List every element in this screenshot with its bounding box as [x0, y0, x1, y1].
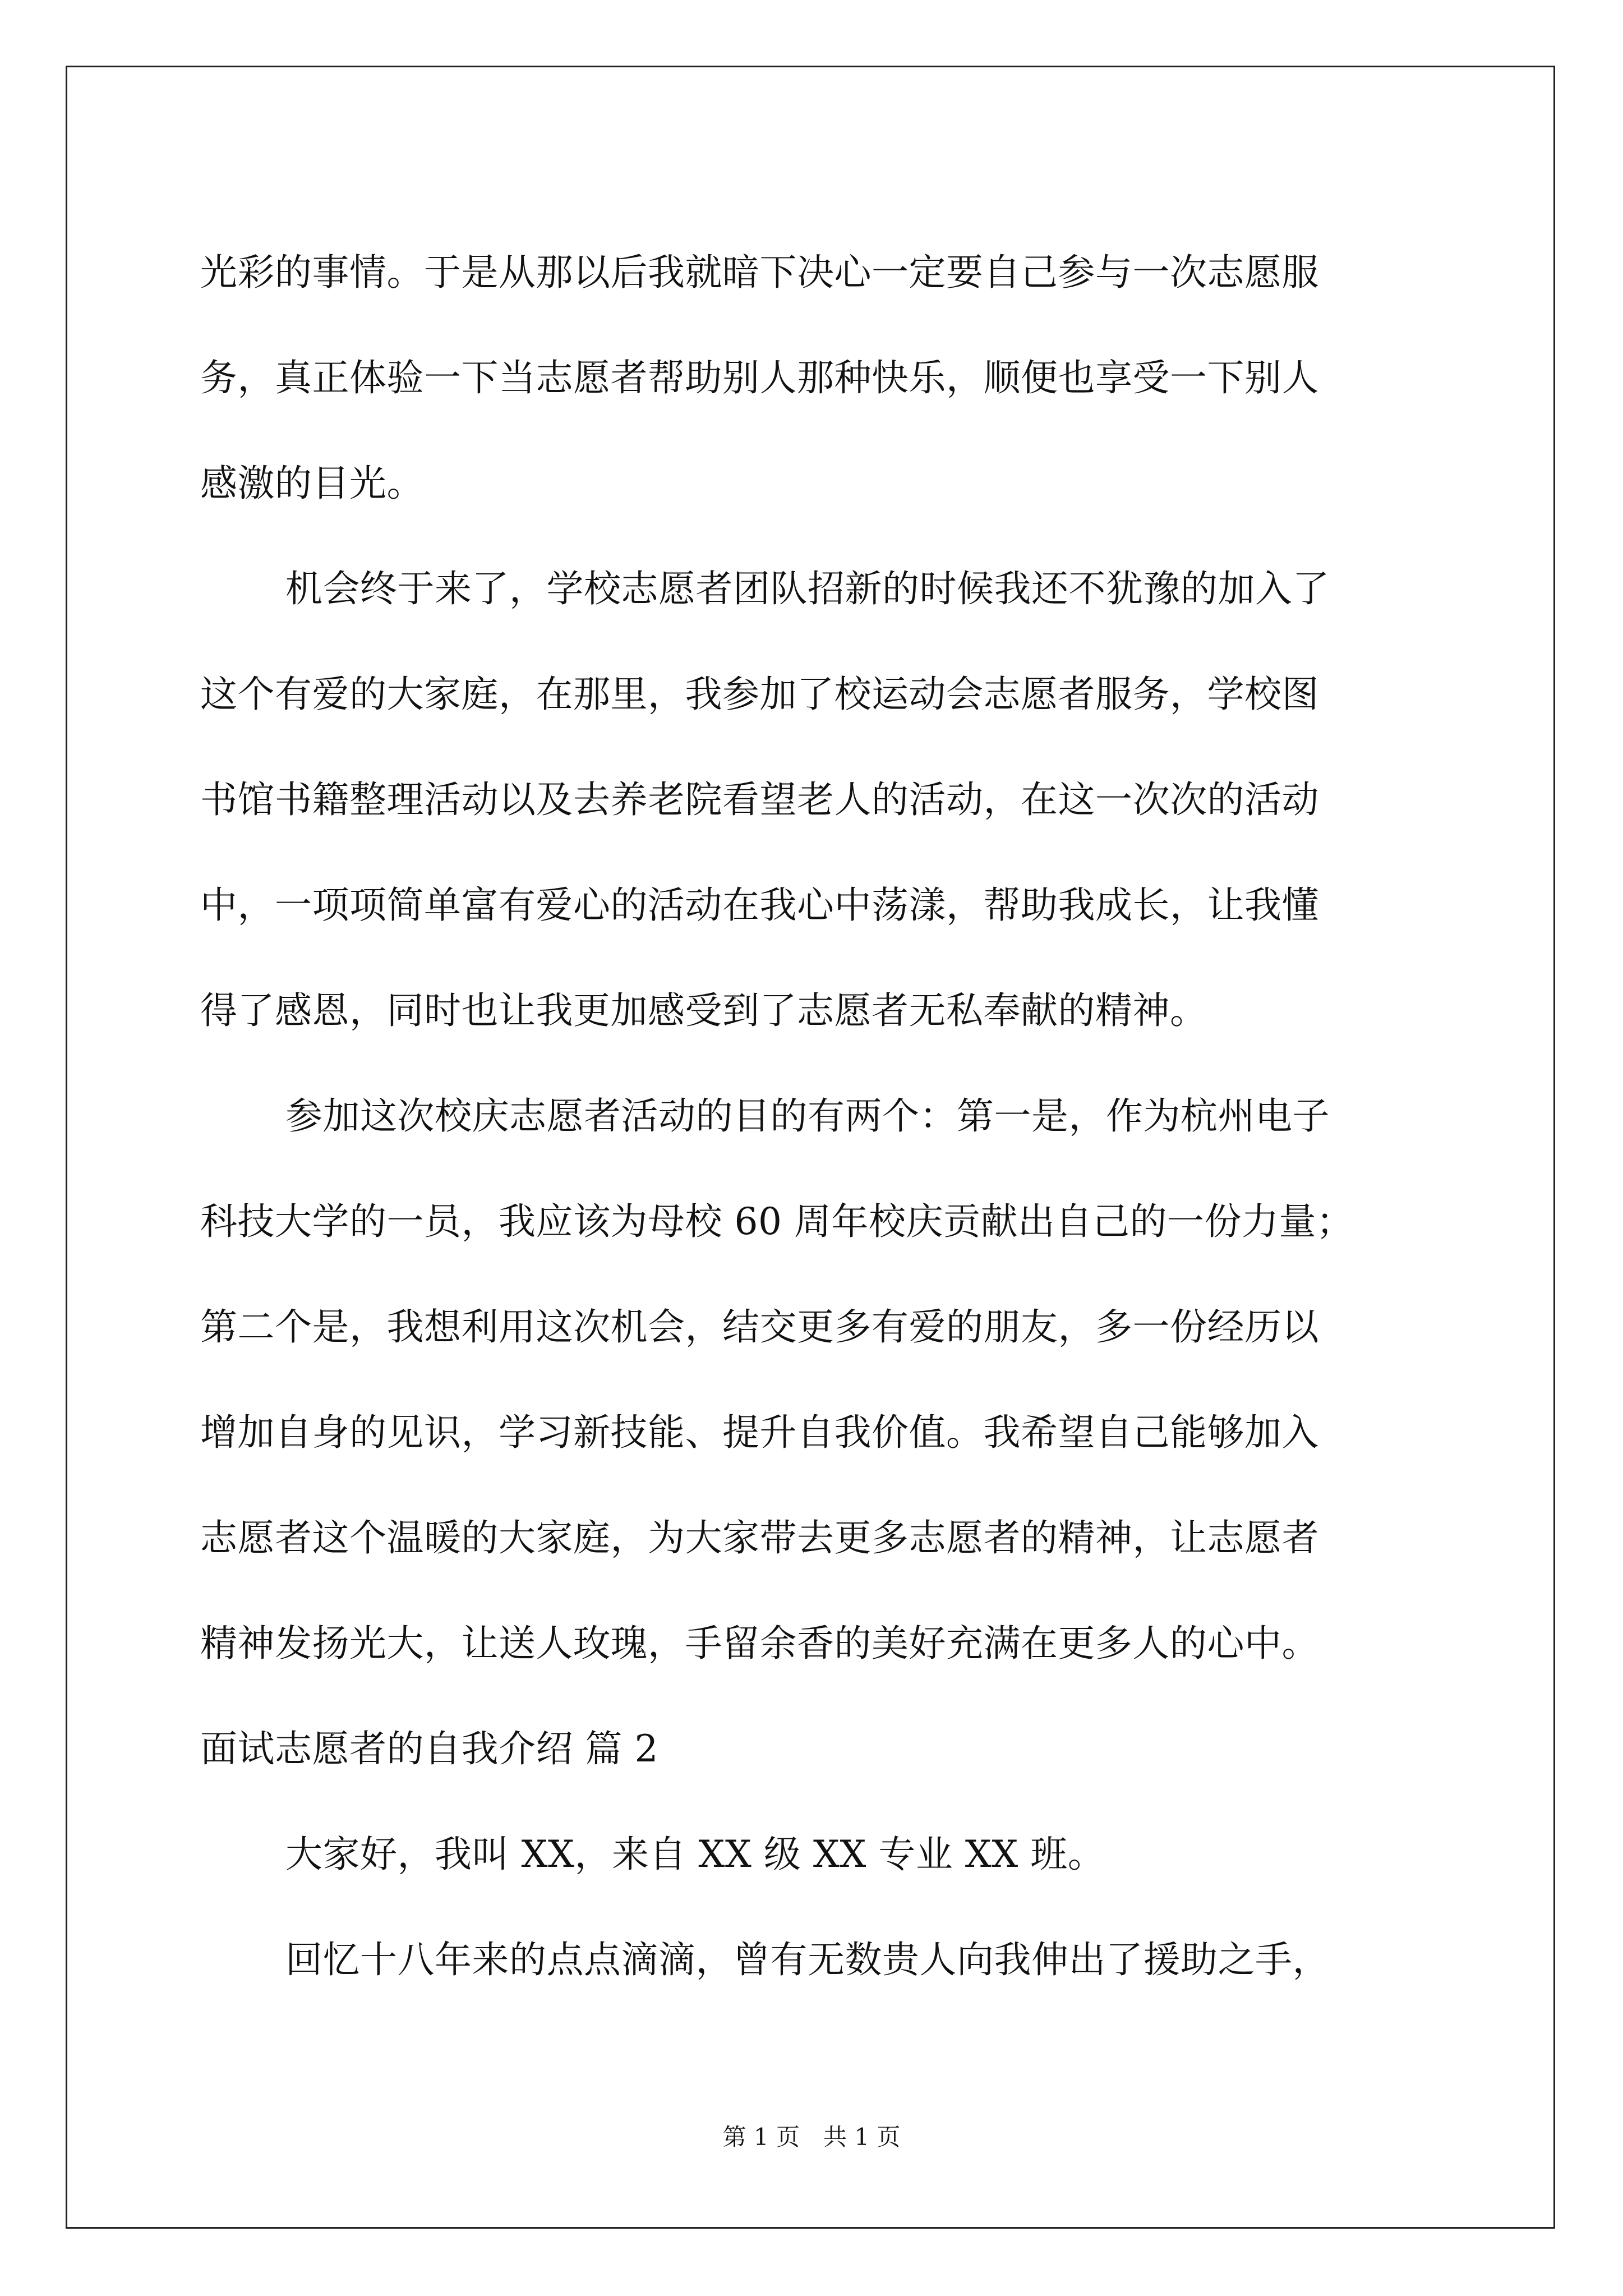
paragraph-start-line: 机会终于来了，学校志愿者团队招新的时候我还不犹豫的加入了	[285, 567, 1330, 610]
paragraph-start-line: 回忆十八年来的点点滴滴，曾有无数贵人向我伸出了援助之手，	[285, 1938, 1330, 1981]
text-line: 书馆书籍整理活动以及去养老院看望老人的活动，在这一次次的活动	[200, 778, 1319, 821]
paragraph-start-line: 参加这次校庆志愿者活动的目的有两个：第一是，作为杭州电子	[285, 1094, 1330, 1138]
section-heading: 面试志愿者的自我介绍 篇 2	[200, 1727, 658, 1770]
text-line: 科技大学的一员，我应该为母校 60 周年校庆贡献出自己的一份力量；	[200, 1200, 1354, 1243]
text-line: 增加自身的见识，学习新技能、提升自我价值。我希望自己能够加入	[200, 1411, 1319, 1454]
text-line: 感激的目光。	[200, 462, 424, 505]
text-line: 得了感恩，同时也让我更加感受到了志愿者无私奉献的精神。	[200, 989, 1207, 1032]
text-line: 志愿者这个温暖的大家庭，为大家带去更多志愿者的精神，让志愿者	[200, 1516, 1319, 1559]
text-line: 精神发扬光大，让送人玫瑰，手留余香的美好充满在更多人的心中。	[200, 1622, 1319, 1665]
text-line: 务，真正体验一下当志愿者帮助别人那种快乐，顺便也享受一下别人	[200, 356, 1319, 399]
text-line: 这个有爱的大家庭，在那里，我参加了校运动会志愿者服务，学校图	[200, 673, 1319, 716]
text-line: 光彩的事情。于是从那以后我就暗下决心一定要自己参与一次志愿服	[200, 251, 1319, 294]
document-body	[200, 220, 1434, 2013]
page-footer: 第 1 页 共 1 页	[722, 2123, 901, 2151]
paragraph-start-line: 大家好，我叫 XX，来自 XX 级 XX 专业 XX 班。	[285, 1833, 1105, 1876]
text-line: 第二个是，我想利用这次机会，结交更多有爱的朋友，多一份经历以	[200, 1305, 1319, 1349]
text-line: 中，一项项简单富有爱心的活动在我心中荡漾，帮助我成长，让我懂	[200, 884, 1319, 927]
